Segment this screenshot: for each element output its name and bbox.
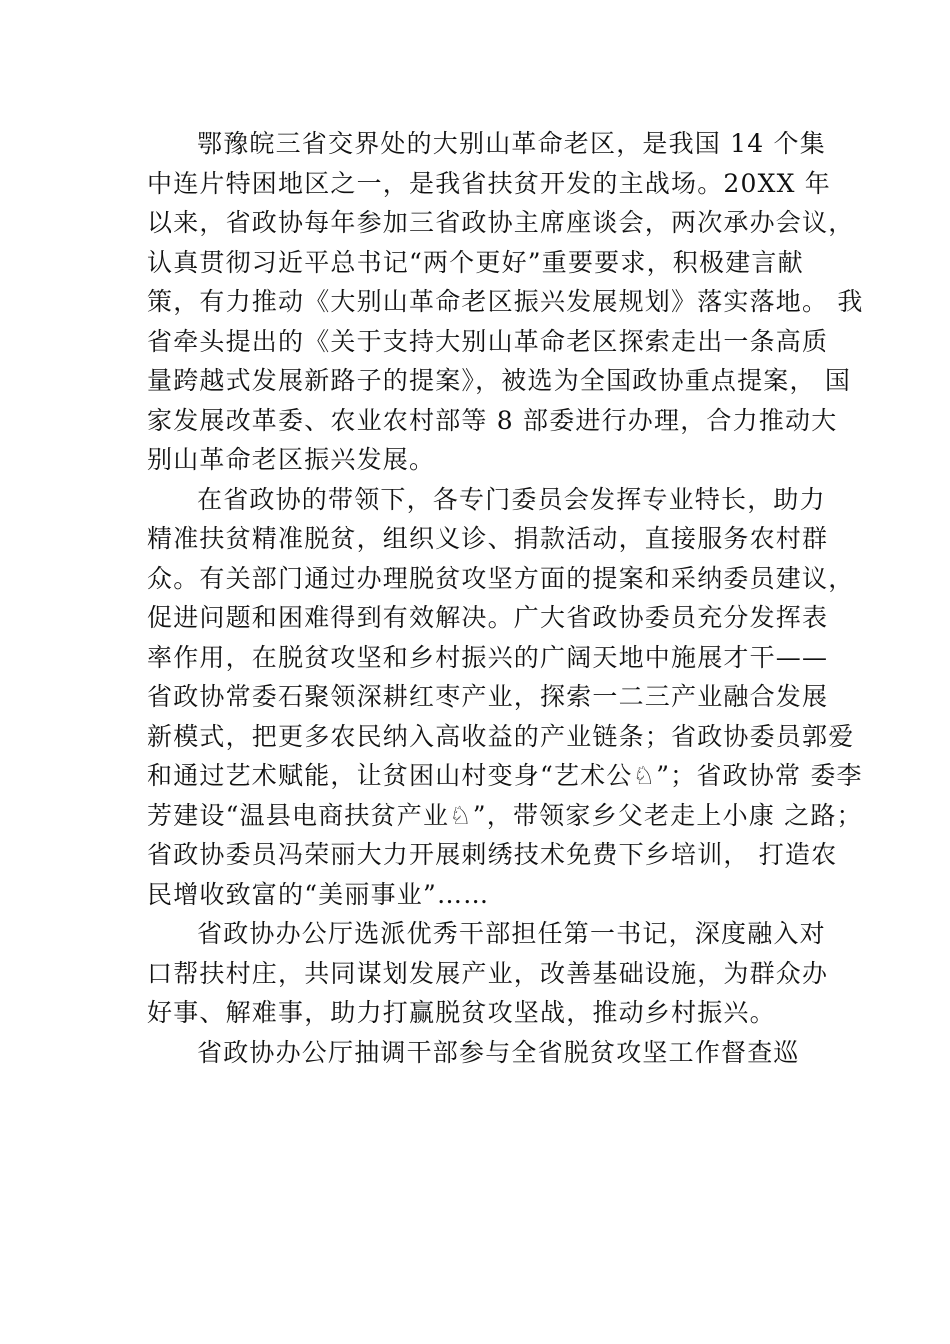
text-line: 以来，省政协每年参加三省政协主席座谈会，两次承办会议， [147,208,855,237]
text-line: 口帮扶村庄，共同谋划发展产业，改善基础设施，为群众办 [147,958,829,988]
document-body [147,124,864,1072]
paragraph [147,480,863,915]
paragraph [147,914,827,1033]
text-line: 省政协常委石聚领深耕红枣产业，探索一二三产业融合发展 [147,682,829,711]
text-line: 精准扶贫精准脱贫，组织义诊、捐款活动，直接服务农村群 [147,524,829,553]
text-line: 认真贯彻习近平总书记“两个更好”重要要求，积极建言献 [147,247,804,277]
text-line: 省政协办公厅选派优秀干部担任第一书记，深度融入对 [197,919,826,948]
text-line: 芳建设“温县电商扶贫产业♘”，带领家乡父老走上小康 之路； [147,800,863,830]
text-line: 新模式，把更多农民纳入高收益的产业链条；省政协委员郭爱 [147,721,855,751]
text-line: 率作用，在脱贫攻坚和乡村振兴的广阔天地中施展才干—— [147,642,829,672]
text-line: 家发展改革委、农业农村部等 8 部委进行办理，合力推动大 [147,405,838,435]
text-line: 量跨越式发展新路子的提案》，被选为全国政协重点提案， 国 [147,366,852,395]
text-line: 好事、解难事，助力打赢脱贫攻坚战，推动乡村振兴。 [147,998,776,1027]
text-line: 省牵头提出的《关于支持大别山革命老区探索走出一条高质 [147,326,829,356]
paragraph [147,124,864,480]
text-line: 促进问题和困难得到有效解决。广大省政协委员充分发挥表 [147,603,829,632]
text-line: 鄂豫皖三省交界处的大别山革命老区，是我国 14 个集 [197,129,826,158]
text-line: 省政协委员冯荣丽大力开展刺绣技术免费下乡培训， 打造农 [147,840,838,869]
paragraph [147,1033,827,1073]
text-line: 省政协办公厅抽调干部参与全省脱贫攻坚工作督查巡 [197,1037,800,1067]
text-line: 中连片特困地区之一，是我省扶贫开发的主战场。20XX 年 [147,168,831,198]
text-line: 众。有关部门通过办理脱贫攻坚方面的提案和采纳委员建议， [147,563,855,593]
text-line: 民增收致富的“美丽事业”…… [147,879,490,909]
text-line: 策，有力推动《大别山革命老区振兴发展规划》落实落地。 我 [147,287,864,316]
text-line: 别山革命老区振兴发展。 [147,445,436,474]
text-line: 在省政协的带领下，各专门委员会发挥专业特长，助力 [197,484,826,514]
text-line: 和通过艺术赋能，让贫困山村变身“艺术公♘”；省政协常 委李 [147,761,863,790]
